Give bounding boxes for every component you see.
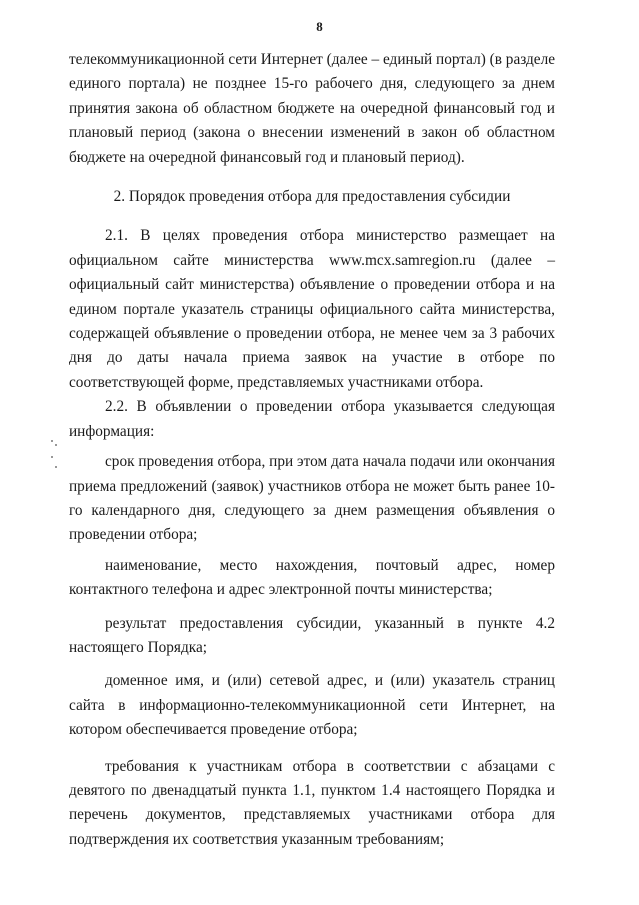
paragraph-continuation: телекоммуникационной сети Интернет (далее – единый портал) (в разделе единого портала) не позднее 15-го рабочего дня, следующего за днем принятия закона об областном бюджете на очередной финансовый год и плановый период (закона о внесении изменений в закон об областном бюджете на очередной финансовый год и плановый период). bbox=[69, 51, 555, 166]
paragraph-selection-term: срок проведения отбора, при этом дата начала подачи или окончания приема предложений (заявок) участников отбора не может быть ранее 10-го календарного дня, следующего за днем размещения объявления о проведении отбора; bbox=[69, 453, 555, 544]
paragraph-ministry-contacts: наименование, место нахождения, почтовый адрес, номер контактного телефона и адрес электронной почты министерства; bbox=[69, 556, 555, 599]
paragraph-participant-requirements: требования к участникам отбора в соответствии с абзацами с девятого по двенадцатый пункта 1.1, пунктом 1.4 настоящего Порядка и перечень документов, представляемых участниками отбора для подтверждения их соответствия указанным требованиям; bbox=[69, 757, 555, 848]
paragraph-2-1: 2.1. В целях проведения отбора министерство размещает на официальном сайте министерства www.mcx.samregion.ru (далее – официальный сайт министерства) объявление о проведении отбора и на едином портале указатель страницы официального сайта министерства, содержащей объявление о проведении отбора, не менее чем за 3 рабочих дня до даты начала приема заявок на участие в отборе по соответствующей форме, представляемых участниками отбора. bbox=[69, 227, 555, 391]
document-body bbox=[69, 48, 555, 852]
paragraph-domain-name: доменное имя, и (или) сетевой адрес, и (или) указатель страниц сайта в информационно-телекоммуникационной сети Интернет, на котором обеспечивается проведение отбора; bbox=[69, 672, 555, 739]
section-heading: 2. Порядок проведения отбора для предоставления субсидии bbox=[113, 188, 511, 206]
page-number: 8 bbox=[316, 19, 323, 34]
paragraph-subsidy-result: результат предоставления субсидии, указанный в пункте 4.2 настоящего Порядка; bbox=[69, 614, 555, 656]
scan-margin-marks bbox=[51, 440, 57, 480]
paragraph-2-2: 2.2. В объявлении о проведении отбора указывается следующая информация: bbox=[69, 398, 555, 440]
